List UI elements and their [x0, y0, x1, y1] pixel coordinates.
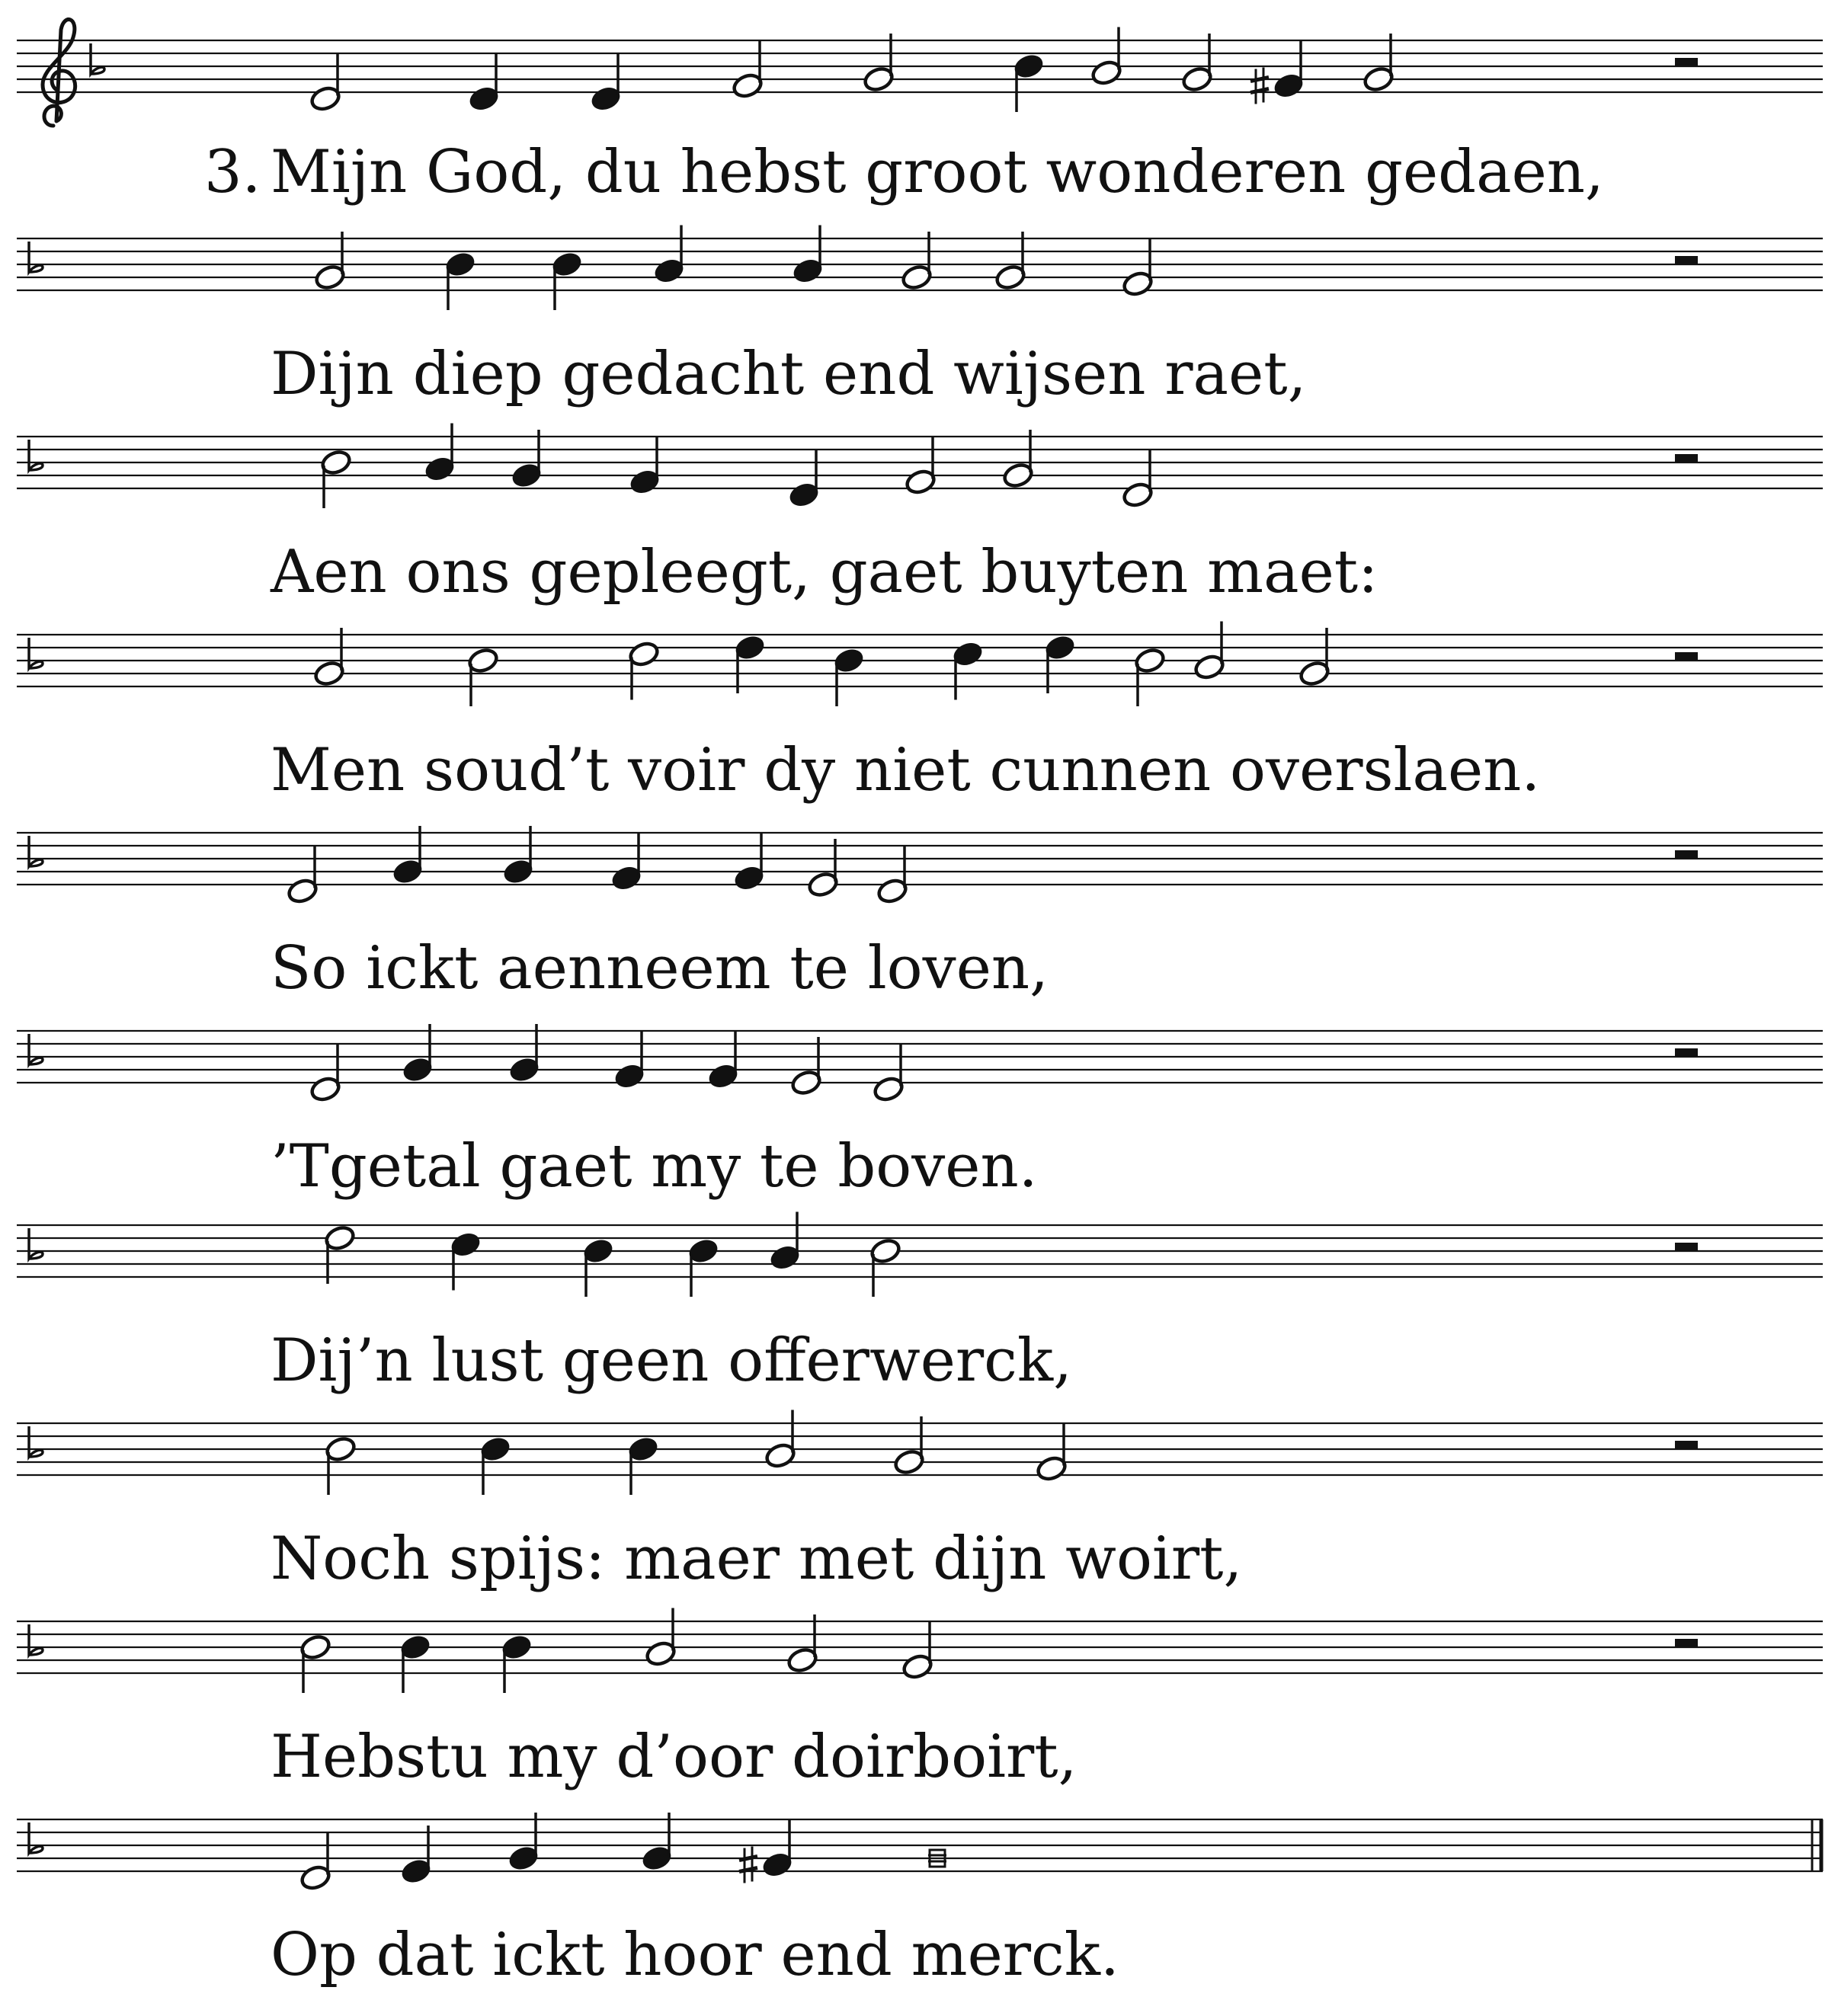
half-rest-icon	[1675, 1048, 1698, 1057]
staff-system	[17, 1813, 1823, 1989]
note	[739, 1819, 793, 1883]
staff-lines	[17, 833, 1823, 885]
note	[876, 846, 909, 905]
note	[551, 251, 584, 310]
note	[869, 1237, 902, 1297]
staff-system	[17, 226, 1823, 409]
note	[502, 826, 535, 885]
lyric-line: Mijn God, du hebst groot wonderen gedaen,	[271, 138, 1604, 206]
half-rest-icon	[1675, 652, 1698, 661]
note	[392, 826, 424, 885]
treble-clef-icon	[43, 20, 75, 126]
note	[299, 1634, 332, 1693]
lyric-line: Hebstu my d’oor doirboirt,	[271, 1723, 1078, 1791]
note	[309, 53, 342, 113]
staff-system	[17, 622, 1823, 805]
note	[764, 1410, 797, 1470]
note	[1013, 53, 1045, 112]
note	[653, 226, 686, 285]
staff-lines	[17, 1225, 1823, 1277]
note	[610, 833, 643, 892]
note	[325, 1435, 357, 1495]
note	[1122, 450, 1154, 509]
note	[1002, 430, 1035, 489]
note	[582, 1237, 615, 1297]
half-rest-icon	[1675, 850, 1698, 859]
note	[444, 251, 477, 310]
note	[479, 1435, 512, 1495]
note	[994, 232, 1027, 291]
note	[629, 437, 661, 496]
flat-key-signature-icon	[29, 1624, 43, 1655]
flat-key-signature-icon	[91, 43, 104, 74]
note	[733, 833, 766, 892]
staff-lines	[17, 1819, 1823, 1871]
note	[1122, 238, 1154, 298]
flat-key-signature-icon	[29, 1426, 43, 1457]
lyric-line: Dij’n lust geen offerwerck,	[271, 1326, 1072, 1395]
note	[424, 424, 456, 483]
note	[905, 437, 937, 496]
flat-key-signature-icon	[29, 638, 43, 668]
note	[324, 1224, 357, 1284]
note	[508, 1813, 540, 1872]
half-rest-icon	[1675, 1441, 1698, 1449]
verse-number: 3.	[204, 138, 261, 206]
note	[1362, 34, 1395, 93]
note	[788, 450, 821, 509]
lyric-line: Aen ons gepleegt, gaet buyten maet:	[271, 538, 1378, 606]
staff-system	[17, 826, 1823, 1003]
flat-key-signature-icon	[29, 440, 43, 470]
note	[1250, 40, 1305, 104]
note	[1134, 647, 1167, 706]
sharp-accidental-icon	[1250, 68, 1269, 104]
note	[645, 1608, 677, 1668]
note	[833, 647, 866, 706]
half-rest-icon	[1675, 256, 1698, 264]
flat-key-signature-icon	[29, 1822, 43, 1853]
note	[687, 1237, 720, 1297]
staff-systems	[17, 20, 1823, 1989]
lyric-line: Noch spijs: maer met dijn woirt,	[271, 1525, 1243, 1593]
note	[707, 1031, 740, 1090]
note	[1090, 27, 1123, 87]
staff-system	[17, 1024, 1823, 1201]
staff-lines	[17, 40, 1823, 92]
staff-system	[17, 424, 1823, 607]
staff-lines	[17, 635, 1823, 686]
note	[468, 53, 501, 113]
staff-system	[17, 20, 1823, 206]
note	[901, 232, 933, 291]
note	[641, 1813, 674, 1872]
note	[402, 1024, 434, 1083]
lyric-line: Op dat ickt hoor end merck.	[271, 1921, 1119, 1989]
note	[786, 1614, 819, 1674]
flat-key-signature-icon	[29, 1034, 43, 1064]
note	[613, 1031, 646, 1090]
note	[627, 1435, 660, 1495]
note	[863, 34, 895, 93]
flat-key-signature-icon	[29, 242, 43, 272]
note	[1044, 634, 1077, 693]
note	[1298, 628, 1331, 687]
half-rest-icon	[1675, 1243, 1698, 1251]
note	[320, 449, 353, 508]
staff-lines	[17, 1031, 1823, 1083]
note	[399, 1634, 432, 1693]
note	[628, 640, 661, 699]
note	[309, 1044, 342, 1103]
staff-system	[17, 1608, 1823, 1792]
note	[901, 1621, 934, 1681]
note	[508, 1024, 541, 1083]
note	[313, 628, 346, 687]
note	[769, 1212, 802, 1272]
note	[734, 634, 767, 693]
note	[1036, 1423, 1068, 1483]
note	[1193, 622, 1226, 681]
note	[467, 647, 500, 706]
note	[314, 232, 347, 291]
flat-key-signature-icon	[29, 1228, 43, 1259]
note	[952, 640, 985, 699]
note	[400, 1826, 433, 1885]
note	[893, 1416, 926, 1476]
note	[1181, 34, 1214, 93]
half-rest-icon	[1675, 454, 1698, 462]
note	[511, 430, 543, 489]
half-rest-icon	[1675, 58, 1698, 66]
lyric-line: Dijn diep gedacht end wijsen raet,	[271, 340, 1307, 408]
flat-key-signature-icon	[29, 836, 43, 866]
note	[873, 1044, 905, 1103]
half-rest-icon	[1675, 1639, 1698, 1647]
note	[450, 1230, 482, 1290]
note	[501, 1634, 533, 1693]
note	[732, 40, 764, 100]
lyric-line: Men soud’t voir dy niet cunnen overslaen.	[271, 736, 1541, 805]
note	[299, 1832, 332, 1892]
staff-system	[17, 1212, 1823, 1396]
sharp-accidental-icon	[739, 1847, 757, 1883]
lyric-line: So ickt aenneem te loven,	[271, 934, 1049, 1003]
note	[790, 1037, 823, 1096]
note	[287, 846, 319, 905]
staff-system	[17, 1410, 1823, 1594]
note	[792, 226, 825, 285]
note	[807, 839, 840, 898]
note	[590, 53, 623, 113]
lyric-line: ’Tgetal gaet my te boven.	[271, 1132, 1038, 1201]
